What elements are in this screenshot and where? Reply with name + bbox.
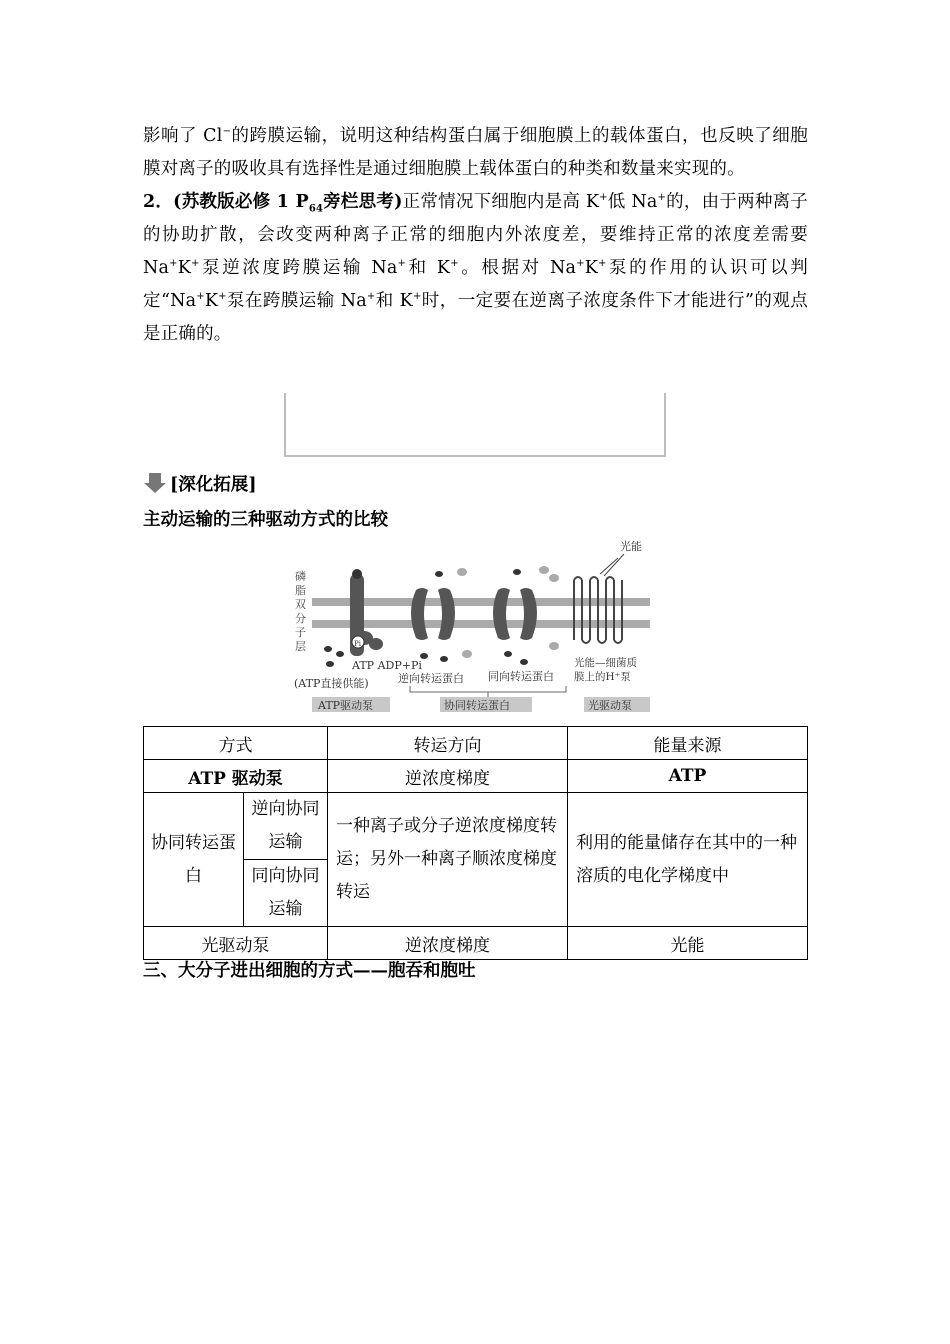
tag-light-pump: 光驱动泵 [588,699,632,712]
svg-text:层: 层 [295,640,306,653]
svg-text:子: 子 [295,626,306,639]
svg-text:双: 双 [295,598,306,611]
symporter [493,566,559,665]
section-3-title: 三、大分子进出细胞的方式——胞吞和胞吐 [143,961,476,981]
svg-text:磷: 磷 [295,570,306,583]
down-arrow-icon [143,471,167,495]
light-arrow [600,554,624,576]
membrane-label [295,569,306,653]
paragraph-1: 影响了 Cl−的跨膜运输，说明这种结构蛋白属于细胞膜上的载体蛋白，也反映了细胞膜对离子的吸收具有选择性是通过细胞膜上载体蛋白的种类和数量来实现的。 [143,126,808,179]
table-row-co-2: 同向协同运输 [144,860,808,927]
svg-text:Pi: Pi [354,640,361,648]
antiporter [411,568,472,662]
tag-atp-pump: ATP驱动泵 [318,699,374,712]
table-row-light: 光驱动泵 逆浓度梯度 光能 [144,927,808,960]
table-row-co-1: 协同转运蛋白 逆向协同运输 一种离子或分子逆浓度梯度转运；另外一种离子顺浓度梯度转运 利用的能量储存在其中的一种溶质的电化学梯度中 [144,793,808,860]
paragraph-2: 2．(苏教版必修 1 $P_{64}$旁栏思考)正常情况下细胞内是高 K+低 Na+的，由于两种离子的协助扩散，会改变两种离子正常的细胞内外浓度差，要维持正常的浓度差需要 Na+K+泵逆浓度跨膜运输 Na+和 K+。根据对 Na+K+泵的作用的认识可以判定“Na+K+泵在跨膜运输 Na+和 K+时，一定要在逆离子浓度条件下才能进行”的观点是正确的。 [143,192,809,344]
table-row-atp: ATP 驱动泵 逆浓度梯度 ATP [144,760,808,793]
answer-box [284,393,666,457]
table-header-row [144,727,808,760]
light-pump [574,577,622,643]
body-text [143,120,808,351]
header-energy: 能量来源 [568,727,808,760]
atp-pump [324,569,383,667]
header-method: 方式 [144,727,328,760]
light-label: 光能 [620,540,642,553]
antiporter-label: 逆向转运蛋白 [398,672,464,685]
source-citation: (苏教版必修 1 $P_{64}$旁栏思考) [173,192,403,215]
tag-co-transporter: 协同转运蛋白 [444,699,510,712]
header-direction: 转运方向 [328,727,568,760]
deepen-heading: [深化拓展] [170,474,257,495]
svg-text:脂: 脂 [295,584,306,597]
co-bracket [410,686,566,698]
active-transport-diagram [292,534,652,716]
atp-note: (ATP直接供能) [294,677,369,690]
comparison-table [143,726,808,960]
comparison-title: 主动运输的三种驱动方式的比较 [143,510,388,530]
deepen-heading-row [143,468,257,498]
atp-adp-label: ATP ADP+Pi [352,659,422,672]
light-pump-label-2: 膜上的H⁺泵 [574,671,631,683]
symporter-label: 同向转运蛋白 [488,670,554,683]
light-pump-label-1: 光能—细菌质 [574,657,637,669]
svg-text:分: 分 [295,612,306,625]
